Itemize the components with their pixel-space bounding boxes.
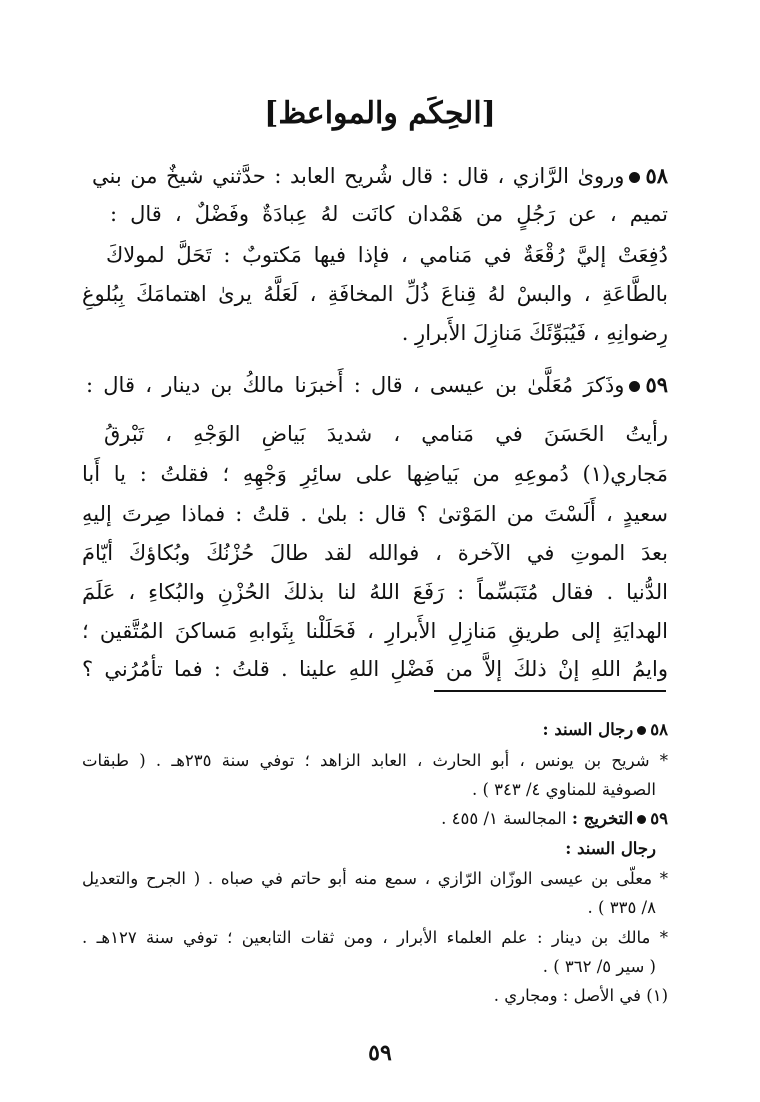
item-number: ٥٩ <box>645 372 668 397</box>
line-text: وذَكرَ مُعَلَّىٰ بن عيسى ، قال : أَخبرَنا مالكُ بن دينار ، قال : <box>86 373 625 397</box>
item-number: ٥٨ <box>645 163 668 188</box>
paragraph-line: رِضوانِهِ ، فَيُبَوِّئَكَ مَنازِلَ الأَبرارِ . <box>401 321 668 345</box>
footnote-label: التخريج : <box>571 809 634 828</box>
paragraph-line: الدُّنيا . فقال مُتَبَسِّماً : رَفَعَ اللهُ لنا بذلكَ الحُزْنِ والبُكاءِ ، عَلَمَ <box>82 580 668 604</box>
bullet-icon <box>637 815 646 824</box>
bullet-icon <box>629 172 640 183</box>
footnote-heading <box>82 809 668 828</box>
paragraph-line: بعدَ الموتِ في الآخرة ، فوالله لقد طالَ حُزْنُكَ وبُكاؤكَ أيّامَ <box>82 541 668 565</box>
footnote-line: * معلّى بن عيسى الوزّان الرّازي ، سمع منه أبو حاتم في صباه . ( الجرح والتعديل <box>82 869 668 888</box>
footnote-line: ( سير ٥/ ٣٦٢ ) . <box>542 957 656 976</box>
footnote-label: رجال السند : <box>542 720 634 739</box>
footnote-number: ٥٩ <box>650 809 668 828</box>
footnote-line: * مالك بن دينار : علم العلماء الأبرار ، ومن ثقات التابعين ؛ توفي سنة ١٢٧هـ . <box>82 928 668 947</box>
footnote-line: الصوفية للمناوي ٤/ ٣٤٣ ) . <box>471 780 656 799</box>
footnote-line: ٨/ ٣٣٥ ) . <box>587 898 656 917</box>
paragraph-line: دُفِعَتْ إليَّ رُقْعَةٌ في مَنامي ، فإذا فيها مَكتوبٌ : تَحَلَّ لمولاكَ <box>106 243 668 267</box>
bullet-icon <box>637 726 646 735</box>
line-text: وروىٰ الرَّازي ، قال : قال شُريح العابد : حدَّثني شيخٌ من بني <box>92 164 625 188</box>
paragraph-line: تميم ، عن رَجُلٍ من هَمْدان كانَت لهُ عِبادَةٌ وفَضْلٌ ، قال : <box>110 202 668 226</box>
footnote-heading <box>82 720 668 739</box>
section-title: [الحِكَم والمواعظ] <box>264 96 496 131</box>
footnote-text: المجالسة ١/ ٤٥٥ . <box>441 809 567 828</box>
paragraph-line <box>86 372 668 397</box>
paragraph-line: رأيتُ الحَسَنَ في مَنامي ، شديدَ بَياضِ الوَجْهِ ، تَبْرقُ <box>104 422 668 446</box>
paragraph-line: بالطَّاعَةِ ، والبسْ لهُ قِناعَ ذُلِّ المخافَةِ ، لَعَلَّهُ يرىٰ اهتمامَكَ بِبُلوغِ <box>82 282 668 306</box>
footnote-line: (١) في الأصل : ومجاري . <box>493 986 668 1005</box>
page-number: ٥٩ <box>368 1040 392 1066</box>
footnote-separator <box>434 690 666 692</box>
footnote-number: ٥٨ <box>650 720 668 739</box>
footnote-line: * شريح بن يونس ، أبو الحارث ، العابد الزاهد ؛ توفي سنة ٢٣٥هـ . ( طبقات <box>82 751 668 770</box>
footnote-label: رجال السند : <box>565 839 656 858</box>
paragraph-line: سعيدٍ ، أَلَسْتَ من المَوْتىٰ ؟ قال : بلىٰ . قلتُ : فماذا صِرتَ إليهِ <box>82 502 668 526</box>
paragraph-line: الهدايَةِ إلى طريقِ مَنازِلِ الأَبرارِ ، فَحَلَلْنا بِثَوابهِ مَساكنَ المُتَّقين ؛ <box>82 619 668 643</box>
bullet-icon <box>629 381 640 392</box>
paragraph-line: مَجاري(١) دُموعِهِ من بَياضِها على سائِرِ وَجْهِهِ ؛ فقلتُ : يا أَبا <box>82 462 668 486</box>
paragraph-line <box>92 163 668 188</box>
paragraph-line: وايمُ اللهِ إنْ ذلكَ إلاَّ من فَضْلِ اللهِ علينا . قلتُ : فما تأمُرُني ؟ <box>82 657 668 681</box>
